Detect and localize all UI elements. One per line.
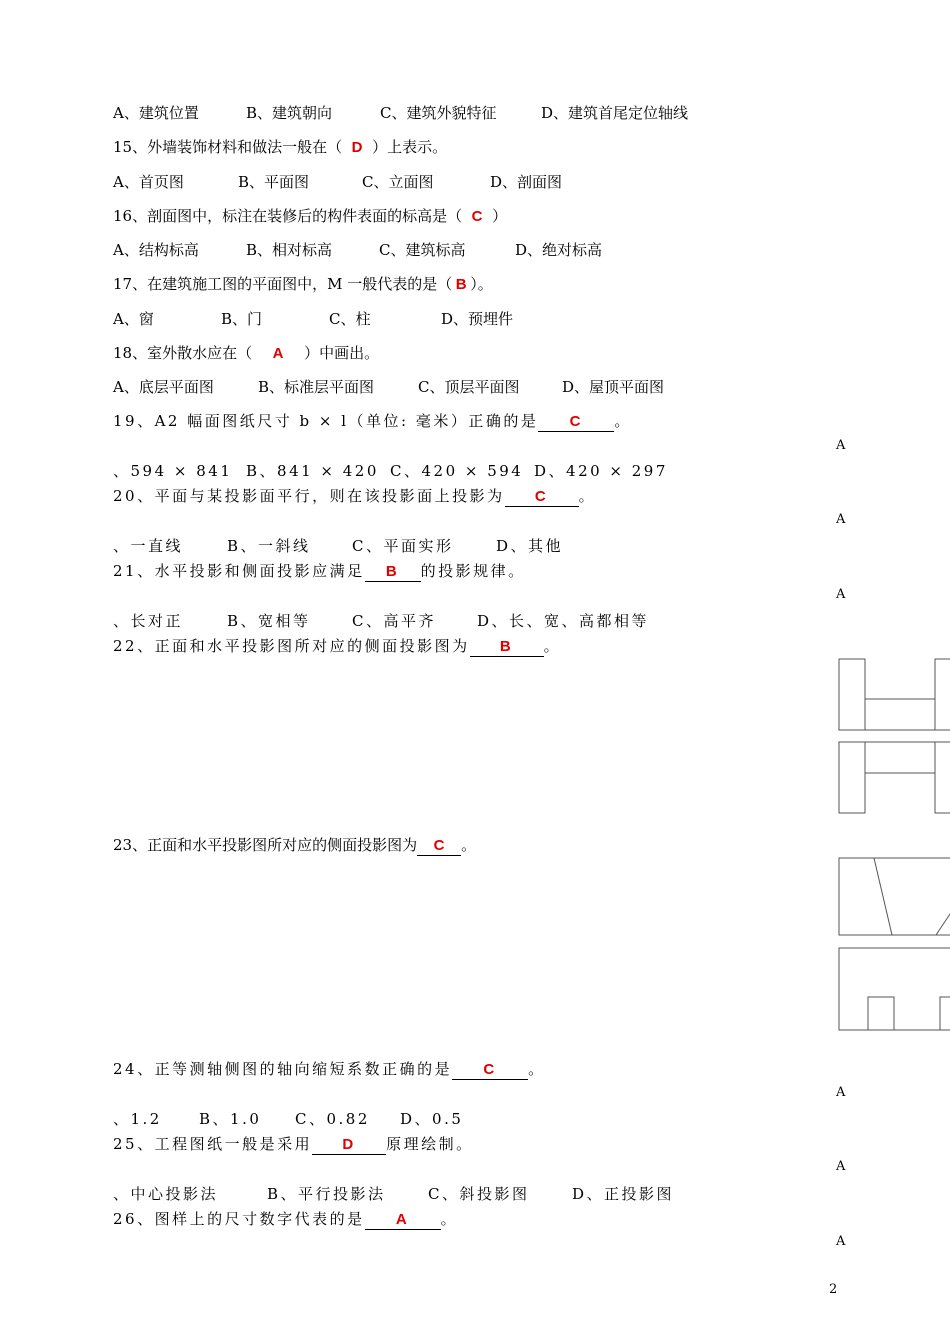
q14-option-a: A、建筑位置 (113, 104, 199, 122)
q24-option-c: C、0.82 (295, 1110, 370, 1128)
q14-option-d: D、建筑首尾定位轴线 (541, 104, 689, 122)
q15-stem: 15、外墙装饰材料和做法一般在（ D ）上表示。 (113, 138, 448, 156)
q14-option-c: C、建筑外貌特征 (380, 104, 497, 122)
q16-stem: 16、剖面图中，标注在装修后的构件表面的标高是（ C ） (113, 207, 508, 225)
q22-front-crossbar (865, 699, 935, 730)
q17-stem: 17、在建筑施工图的平面图中，M 一般代表的是（ B ）。 (113, 275, 493, 293)
q22-answer: B (499, 638, 514, 655)
q23-top-right-notch (940, 997, 950, 1030)
q19-answer: C (569, 413, 583, 430)
q23-stem: 23、正面和水平投影图所对应的侧面投影图为 C 。 (113, 836, 477, 854)
q23-front-outline (839, 858, 950, 935)
q19-option-c: C、420 × 594 (390, 462, 524, 480)
q15-option-a: A、首页图 (113, 173, 184, 191)
q25-option-d: D、正投影图 (572, 1185, 675, 1203)
q23-projection-figure (836, 855, 950, 1035)
q25-option-b: B、平行投影法 (267, 1185, 386, 1203)
q16-option-b: B、相对标高 (246, 241, 333, 259)
q15-option-c: C、立面图 (362, 173, 434, 191)
q19-option-b: B、841 × 420 (246, 462, 379, 480)
q20-option-d: D、其他 (496, 537, 564, 555)
q21-option-a: 、长对正 (113, 612, 184, 630)
q16-option-c: C、建筑标高 (379, 241, 466, 259)
q21-stem: 21、水平投影和侧面投影应满足 B 的投影规律。 (113, 562, 526, 580)
q22-front-left-post (839, 659, 865, 730)
margin-letter: A (836, 1234, 846, 1249)
q24-stem: 24、正等测轴侧图的轴向缩短系数正确的是 C 。 (113, 1060, 546, 1078)
margin-letter: A (836, 587, 846, 602)
margin-letter: A (836, 438, 846, 453)
q17-option-d: D、预埋件 (441, 310, 514, 328)
q21-option-b: B、宽相等 (227, 612, 311, 630)
q22-projection-figure (836, 656, 950, 816)
q22-front-right-post (935, 659, 950, 730)
q20-option-a: 、一直线 (113, 537, 184, 555)
q20-option-b: B、一斜线 (227, 537, 311, 555)
margin-letter: A (836, 1159, 846, 1174)
q24-option-b: B、1.0 (199, 1110, 262, 1128)
q23-top-left-notch (868, 997, 894, 1030)
q24-answer: C (483, 1061, 497, 1078)
q16-answer: C (471, 208, 483, 225)
q15-option-d: D、剖面图 (490, 173, 563, 191)
q20-stem: 20、平面与某投影面平行，则在该投影面上投影为 C 。 (113, 487, 597, 505)
page-number: 2 (829, 1282, 838, 1297)
q22-stem: 22、正面和水平投影图所对应的侧面投影图为 B 。 (113, 637, 562, 655)
q15-option-b: B、平面图 (238, 173, 310, 191)
q25-option-a: 、中心投影法 (113, 1185, 219, 1203)
q18-stem: 18、室外散水应在（ A ）中画出。 (113, 344, 380, 362)
q18-answer: A (272, 345, 284, 362)
q20-answer: C (534, 488, 549, 505)
q23-front-left-slope (874, 858, 892, 935)
q16-option-d: D、绝对标高 (515, 241, 603, 259)
q24-option-a: 、1.2 (113, 1110, 162, 1128)
q16-option-a: A、结构标高 (113, 241, 199, 259)
q17-option-a: A、窗 (113, 310, 154, 328)
q15-answer: D (351, 139, 363, 156)
q19-option-d: D、420 × 297 (534, 462, 668, 480)
margin-letter: A (836, 512, 846, 527)
q17-option-b: B、门 (221, 310, 263, 328)
q19-stem: 19、A2 幅面图纸尺寸 b × l（单位: 毫米）正确的是 C 。 (113, 412, 632, 430)
q24-option-d: D、0.5 (400, 1110, 464, 1128)
q25-stem: 25、工程图纸一般是采用 D 原理绘制。 (113, 1135, 474, 1153)
q18-option-b: B、标准层平面图 (258, 378, 375, 396)
q26-answer: A (395, 1211, 410, 1228)
q22-top-left-post (839, 742, 865, 813)
q25-option-c: C、斜投影图 (428, 1185, 530, 1203)
q22-top-right-post (935, 742, 950, 813)
q21-answer: B (385, 563, 400, 580)
q21-option-d: D、长、宽、高都相等 (477, 612, 650, 630)
q18-option-c: C、顶层平面图 (418, 378, 520, 396)
q26-stem: 26、图样上的尺寸数字代表的是 A 。 (113, 1210, 459, 1228)
margin-letter: A (836, 1085, 846, 1100)
q22-top-crossbar (865, 742, 935, 773)
q21-option-c: C、高平齐 (352, 612, 436, 630)
q25-answer: D (342, 1136, 356, 1153)
q17-option-c: C、柱 (329, 310, 371, 328)
q18-option-d: D、屋顶平面图 (562, 378, 665, 396)
q23-answer: C (433, 837, 445, 854)
q19-option-a: 、594 × 841 (113, 462, 233, 480)
q17-answer: B (455, 276, 467, 293)
q14-option-b: B、建筑朝向 (246, 104, 333, 122)
q20-option-c: C、平面实形 (352, 537, 454, 555)
q23-front-right-slope (936, 911, 950, 935)
q18-option-a: A、底层平面图 (113, 378, 214, 396)
